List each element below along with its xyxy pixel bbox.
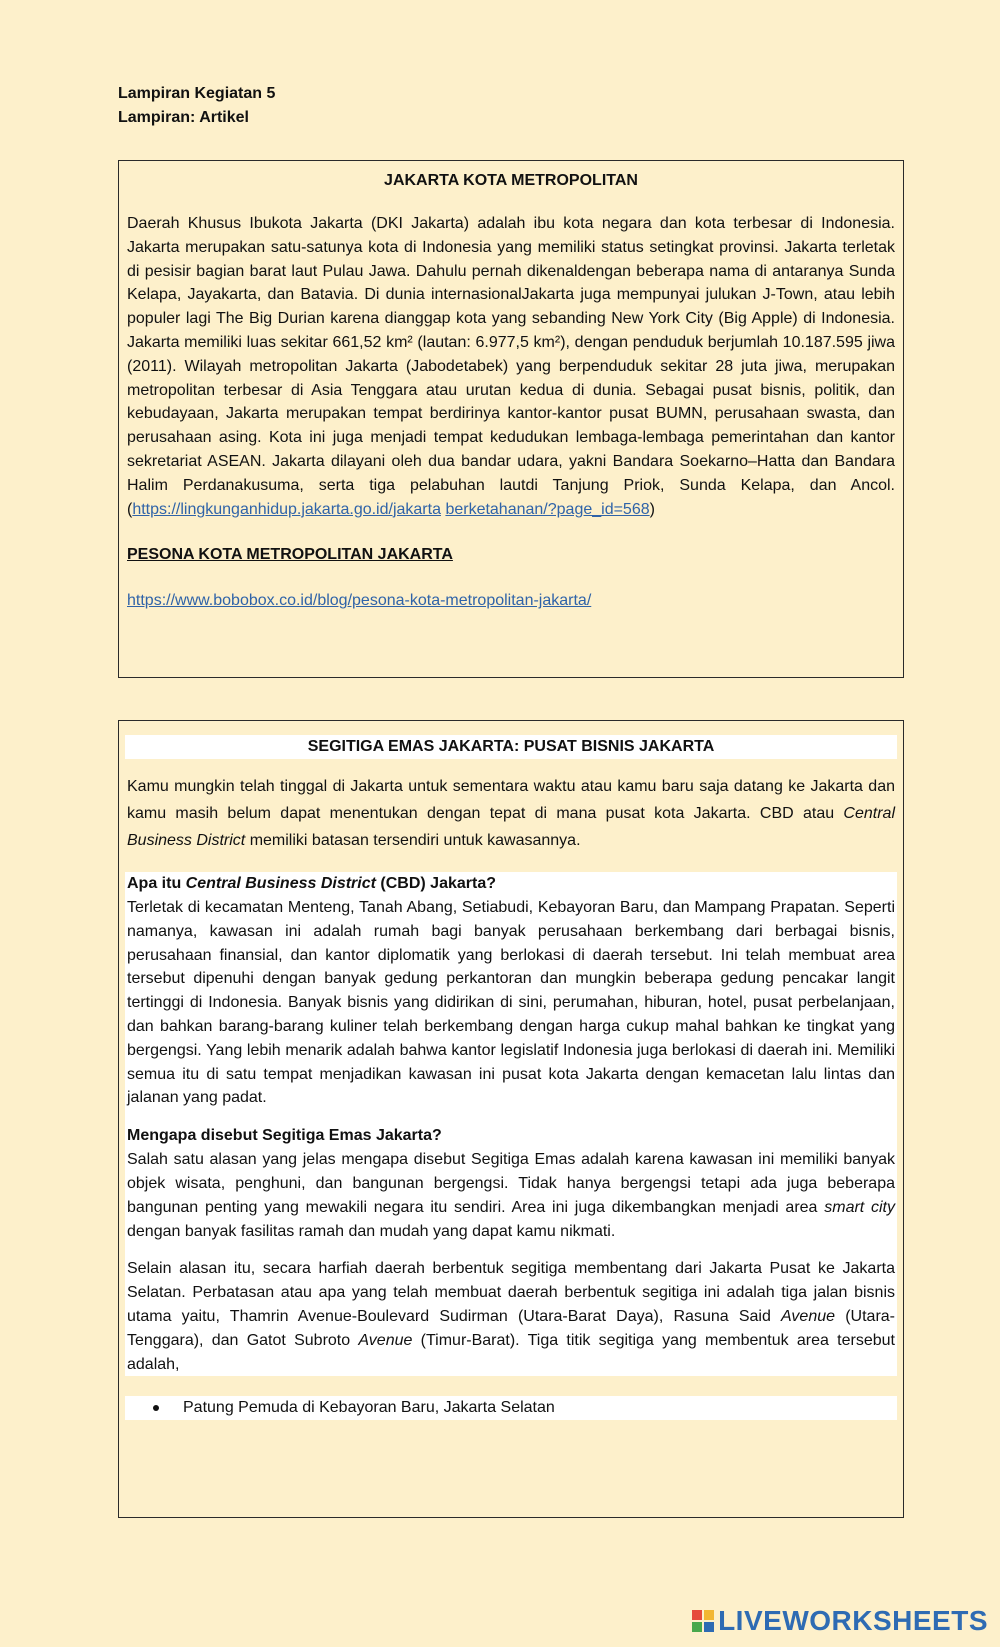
intro-paragraph (125, 773, 897, 854)
logo-square-yellow (704, 1610, 714, 1620)
q1-italic: Central Business District (185, 875, 376, 892)
header (118, 82, 275, 130)
logo-text: LIVEWORKSHEETS (718, 1605, 988, 1636)
logo-square-green (692, 1622, 702, 1632)
header-line-1: Lampiran Kegiatan 5 (118, 85, 276, 102)
paren-close: ) (649, 500, 655, 518)
p2-text-a: Salah satu alasan yang jelas mengapa disebut Segitiga Emas adalah karena kawasan ini memiliki banyak objek wisata, penghuni, dan bangunan bergengsi. Tidak hanya bergengsi tetapi ada juga beberapa bangunan penting yang mewakili negara itu sendiri. Area ini juga dikembangkan menjadi area (127, 1151, 895, 1216)
pesona-heading: PESONA KOTA METROPOLITAN JAKARTA (127, 546, 453, 564)
intro-text-b: memiliki batasan tersendiri untuk kawasannya. (245, 832, 581, 849)
bullet-dot (153, 1405, 159, 1411)
p3-italic-1: Avenue (781, 1307, 836, 1325)
p2-text-b: dengan banyak fasilitas ramah dan mudah yang dapat kamu nikmati. (127, 1222, 616, 1240)
cbd-paragraph: Terletak di kecamatan Menteng, Tanah Abang, Setiabudi, Kebayoran Baru, dan Mampang Prapatan. Seperti namanya, kawasan ini adalah rumah bagi banyak perusahaan berkembang dari berbagai bisnis, perusahaan finansial, dan kantor diplomatik yang berlokasi di daerah tersebut. Ini telah membuat area tersebut dipenuhi dengan banyak gedung perkantoran dan mungkin beberapa gedung pencakar langit tertinggi di Indonesia. Banyak bisnis yang didirikan di sini, perumahan, hiburan, hotel, pusat perbelanjaan, dan bahkan barang-barang kuliner telah berkembang dengan harga cukup mahal bahkan ke tingkat yang bergengsi. Yang lebih menarik adalah bahwa kantor legislatif Indonesia juga berlokasi di daerah ini. Memiliki semua itu di satu tempat menjadikan kawasan ini pusat kota Jakarta dengan kemacetan lalu lintas dan jalanan yang padat. (127, 899, 895, 1107)
p3-text-a: Selain alasan itu, secara harfiah daerah berbentuk segitiga membentang dari Jakarta Pusat ke Jakarta Selatan. Perbatasan atau apa yang telah membuat daerah berbentuk segitiga ini adalah tiga jalan bisnis utama yaitu, Thamrin Avenue-Boulevard Sudirman (Utara-Barat Daya), Rasuna Said (127, 1260, 895, 1325)
p3-italic-2: Avenue (358, 1331, 413, 1349)
bullet-text: Patung Pemuda di Kebayoran Baru, Jakarta Selatan (183, 1399, 555, 1417)
article-body (127, 212, 895, 521)
intro-italic: Central Business District (127, 805, 895, 849)
p2-italic: smart city (824, 1198, 895, 1216)
bobobox-link[interactable]: https://www.bobobox.co.id/blog/pesona-kota-metropolitan-jakarta/ (127, 592, 592, 610)
q1-text-b: (CBD) Jakarta? (375, 875, 496, 892)
logo-square-blue (704, 1622, 714, 1632)
intro-text-a: Kamu mungkin telah tinggal di Jakarta untuk sementara waktu atau kamu baru saja datang ke Jakarta dan kamu masih belum dapat menentukan dengan tepat di mana pusat kota Jakarta. CBD atau (127, 778, 895, 822)
selain-paragraph (127, 1257, 895, 1376)
article-title-2: SEGITIGA EMAS JAKARTA: PUSAT BISNIS JAKARTA (125, 735, 897, 759)
source-link-2[interactable]: berketahanan/?page_id=568 (445, 500, 650, 518)
p3-text-b: (Utara-Tenggara), dan Gatot Subroto (127, 1307, 895, 1349)
paren-open: ( (127, 500, 133, 518)
question-segitiga: Mengapa disebut Segitiga Emas Jakarta? (127, 1127, 442, 1145)
question-cbd (127, 872, 895, 896)
p3-text-c: (Timur-Barat). Tiga titik segitiga yang membentuk area tersebut adalah, (127, 1331, 895, 1373)
segitiga-paragraph (127, 1148, 895, 1243)
section-white-block (125, 872, 897, 1376)
article-body-text: Daerah Khusus Ibukota Jakarta (DKI Jakarta) adalah ibu kota negara dan kota terbesar di Indonesia. Jakarta merupakan satu-satunya kota di Indonesia yang memiliki status setingkat provinsi. Jakarta terletak di pesisir bagian barat laut Pulau Jawa. Dahulu pernah dikenaldengan beberapa nama di antaranya Sunda Kelapa, Jayakarta, dan Batavia. Di dunia internasionalJakarta juga mempunyai julukan J-Town, atau lebih populer lagi The Big Durian karena dianggap kota yang sebanding New York City (Big Apple) di Indonesia. Jakarta memiliki luas sekitar 661,52 km² (lautan: 6.977,5 km²), dengan penduduk berjumlah 10.187.595 jiwa (2011). Wilayah metropolitan Jakarta (Jabodetabek) yang berpenduduk sekitar 28 juta jiwa, merupakan metropolitan terbesar di Asia Tenggara atau urutan kedua di dunia. Sebagai pusat bisnis, politik, dan kebudayaan, Jakarta merupakan tempat berdirinya kantor-kantor pusat BUMN, perusahaan swasta, dan perusahaan asing. Kota ini juga menjadi tempat kedudukan lembaga-lembaga pemerintahan dan kantor sekretariat ASEAN. Jakarta dilayani oleh dua bandar udara, yakni Bandara Soekarno–Hatta dan Bandara Halim Perdanakusuma, serta tiga pelabuhan lautdi Tanjung Priok, Sunda Kelapa, dan Ancol. (127, 215, 895, 494)
source-link-1[interactable]: https://lingkunganhidup.jakarta.go.id/jakarta (132, 500, 441, 518)
q1-text-a: Apa itu (127, 875, 186, 892)
header-line-2: Lampiran: Artikel (118, 109, 249, 126)
liveworksheets-logo[interactable] (692, 1605, 988, 1637)
article-box-segitiga-emas (118, 720, 904, 1518)
article-box-jakarta (118, 160, 904, 678)
article-title: JAKARTA KOTA METROPOLITAN (384, 172, 638, 189)
logo-mark-icon (692, 1610, 714, 1632)
logo-square-red (692, 1610, 702, 1620)
bullet-item (125, 1396, 897, 1420)
